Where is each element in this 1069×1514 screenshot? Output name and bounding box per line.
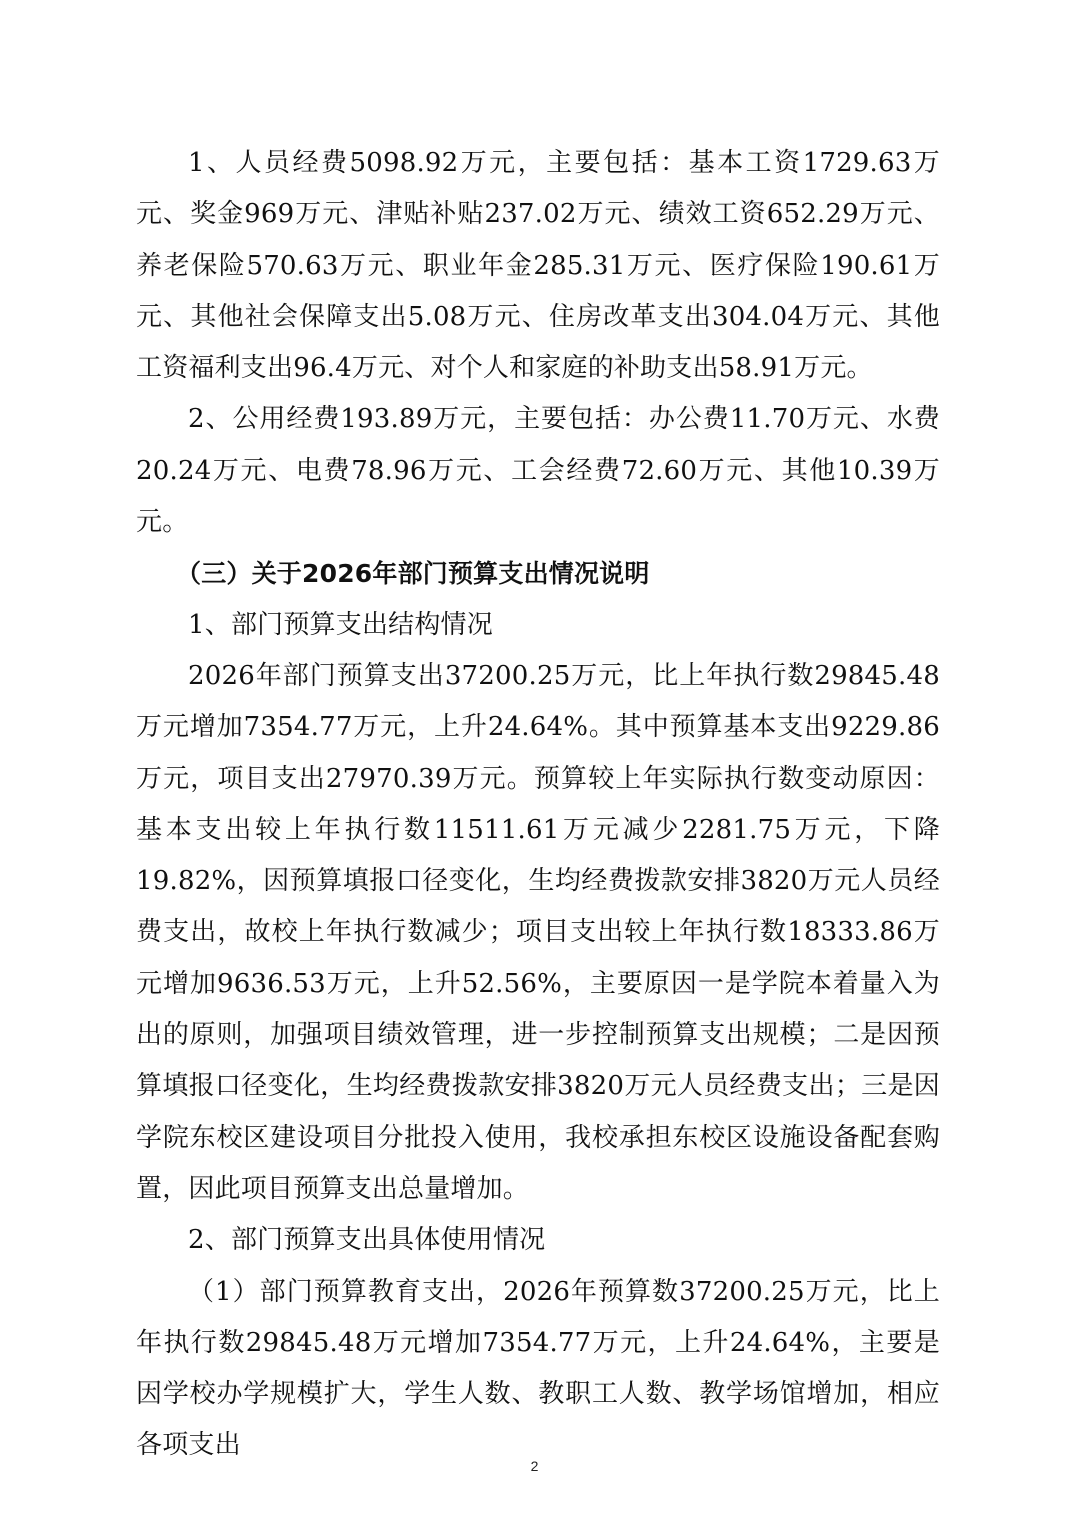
document-body xyxy=(136,138,940,1461)
paragraph-personnel-expenses: 1、人员经费5098.92万元，主要包括：基本工资1729.63万元、奖金969万元、津贴补贴237.02万元、绩效工资652.29万元、养老保险570.63万元、职业年金285.31万元、医疗保险190.61万元、其他社会保障支出5.08万元、住房改革支出304.04万元、其他工资福利支出96.4万元、对个人和家庭的补助支出58.91万元。 xyxy=(136,148,940,384)
section-heading-expenditure: （三）关于2026年部门预算支出情况说明 xyxy=(176,559,650,589)
paragraph-expenditure-structure: 2026年部门预算支出37200.25万元，比上年执行数29845.48万元增加7354.77万元，上升24.64%。其中预算基本支出9229.86万元，项目支出27970.39万元。预算较上年实际执行数变动原因：基本支出较上年执行数11511.61万元减少2281.75万元，下降19.82%，因预算填报口径变化，生均经费拨款安排3820万元人员经费支出，故校上年执行数减少；项目支出较上年执行数18333.86万元增加9636.53万元，上升52.56%，主要原因一是学院本着量入为出的原则，加强项目绩效管理，进一步控制预算支出规模；二是因预算填报口径变化，生均经费拨款安排3820万元人员经费支出；三是因学院东校区建设项目分批投入使用，我校承担东校区设施设备配套购置，因此项目预算支出总量增加。 xyxy=(136,660,940,1204)
subheading-expenditure-structure: 1、部门预算支出结构情况 xyxy=(188,609,493,640)
paragraph-public-expenses: 2、公用经费193.89万元，主要包括：办公费11.70万元、水费20.24万元、电费78.96万元、工会经费72.60万元、其他10.39万元。 xyxy=(136,404,940,538)
paragraph-education-expenditure: （1）部门预算教育支出，2026年预算数37200.25万元，比上年执行数29845.48万元增加7354.77万元，上升24.64%，主要是因学校办学规模扩大，学生人数、教职工人数、教学场馆增加，相应各项支出 xyxy=(136,1276,940,1461)
page-number: 2 xyxy=(530,1458,539,1474)
subheading-expenditure-usage: 2、部门预算支出具体使用情况 xyxy=(188,1225,546,1256)
